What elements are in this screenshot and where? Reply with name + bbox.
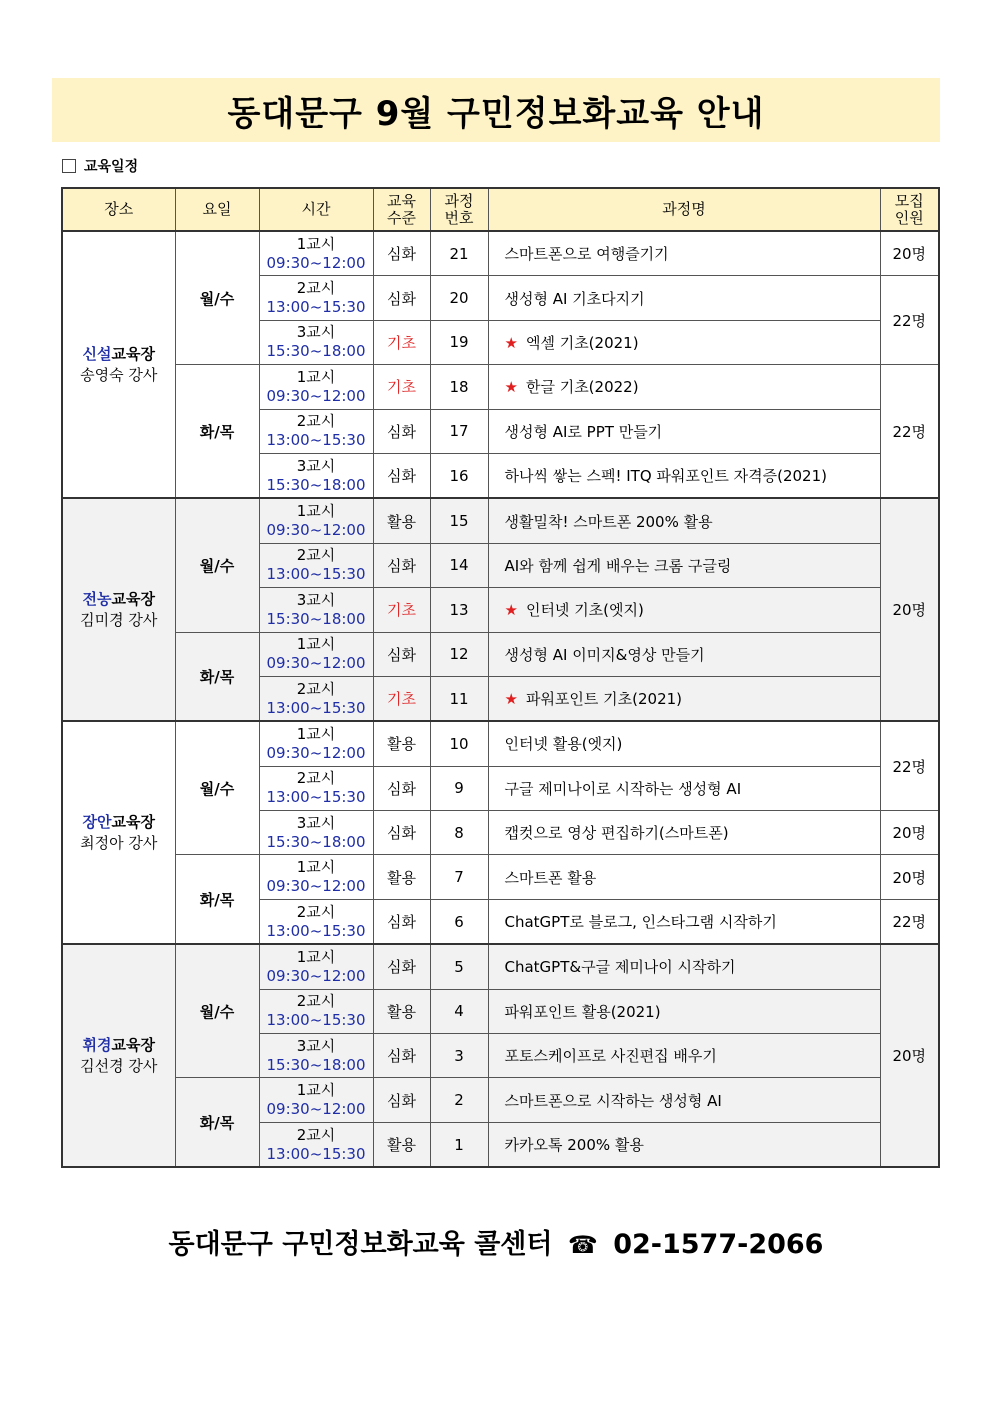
course-name: 파워포인트 활용(2021) <box>504 1002 661 1021</box>
table-row <box>62 231 939 276</box>
level-cell: 심화 <box>373 899 430 944</box>
section-heading <box>62 156 138 176</box>
course-name-cell <box>488 721 880 766</box>
time-cell <box>259 453 373 498</box>
capacity-cell: 20명 <box>880 944 939 1167</box>
time-cell <box>259 276 373 320</box>
level-cell: 기초 <box>373 588 430 632</box>
time-cell <box>259 231 373 276</box>
teacher-name: 김미경 강사 <box>80 610 158 629</box>
place-suffix: 교육장 <box>111 589 155 608</box>
day-cell: 화/목 <box>175 1078 259 1167</box>
time-range: 09:30~12:00 <box>266 521 366 540</box>
level-cell: 활용 <box>373 989 430 1033</box>
course-no-cell: 20 <box>430 276 488 320</box>
period-label: 3교시 <box>296 1036 336 1055</box>
course-name: 캡컷으로 영상 편집하기(스마트폰) <box>504 824 729 843</box>
place-group <box>62 498 939 721</box>
course-name: 스마트폰으로 시작하는 생성형 AI <box>504 1091 722 1110</box>
course-no-cell: 3 <box>430 1034 488 1078</box>
table-row <box>62 632 939 676</box>
time-range: 09:30~12:00 <box>266 386 366 405</box>
footer-text: 동대문구 구민정보화교육 콜센터 <box>168 1229 553 1260</box>
period-label: 2교시 <box>296 902 336 921</box>
course-no-cell: 18 <box>430 365 488 409</box>
table-row <box>62 365 939 409</box>
course-no-cell: 6 <box>430 899 488 944</box>
header-level-l2: 수준 <box>387 208 416 227</box>
course-name-cell <box>488 588 880 632</box>
time-cell <box>259 944 373 989</box>
day-cell: 화/목 <box>175 632 259 721</box>
course-no-cell: 11 <box>430 676 488 721</box>
time-cell <box>259 1034 373 1078</box>
time-range: 13:00~15:30 <box>266 698 366 717</box>
place-name: 전농 <box>82 589 112 608</box>
place-name: 장안 <box>82 812 112 831</box>
course-name-cell <box>488 231 880 276</box>
course-no-cell: 13 <box>430 588 488 632</box>
place-cell <box>62 231 175 498</box>
title-banner <box>52 78 940 142</box>
course-no-cell: 14 <box>430 543 488 587</box>
course-name-cell <box>488 632 880 676</box>
period-label: 1교시 <box>296 367 336 386</box>
level-cell: 활용 <box>373 1122 430 1167</box>
time-range: 13:00~15:30 <box>266 1011 366 1030</box>
time-range: 13:00~15:30 <box>266 565 366 584</box>
course-name: 인터넷 활용(엣지) <box>504 735 623 754</box>
course-name-cell <box>488 543 880 587</box>
time-range: 09:30~12:00 <box>266 1100 366 1119</box>
header-day: 요일 <box>175 188 259 231</box>
period-label: 1교시 <box>296 234 336 253</box>
period-label: 2교시 <box>296 769 336 788</box>
course-name-cell <box>488 320 880 364</box>
section-label: 교육일정 <box>84 159 139 175</box>
course-name-cell <box>488 365 880 409</box>
checkbox-icon <box>62 159 76 173</box>
time-cell <box>259 632 373 676</box>
course-name: AI와 함께 쉽게 배우는 크롬 구글링 <box>504 556 732 575</box>
course-name-cell <box>488 989 880 1033</box>
phone-icon: ☎ <box>567 1231 598 1259</box>
table-row <box>62 1078 939 1122</box>
course-name: 파워포인트 기초(2021) <box>525 690 683 709</box>
level-cell: 심화 <box>373 811 430 855</box>
star-icon: ★ <box>504 378 518 397</box>
course-name-cell <box>488 944 880 989</box>
level-cell: 심화 <box>373 944 430 989</box>
course-no-cell: 15 <box>430 498 488 543</box>
header-no-l1: 과정 <box>444 191 474 210</box>
table-row <box>62 855 939 899</box>
course-no-cell: 10 <box>430 721 488 766</box>
level-cell: 심화 <box>373 1034 430 1078</box>
teacher-name: 최정아 강사 <box>80 833 158 852</box>
course-name: 한글 기초(2022) <box>525 378 639 397</box>
time-range: 09:30~12:00 <box>266 877 366 896</box>
course-name-cell <box>488 1078 880 1122</box>
day-cell: 월/수 <box>175 721 259 855</box>
period-label: 3교시 <box>296 590 336 609</box>
course-name: 구글 제미나이로 시작하는 생성형 AI <box>504 779 742 798</box>
page-title: 동대문구 9월 구민정보화교육 안내 <box>227 93 765 134</box>
capacity-cell: 22명 <box>880 365 939 499</box>
table-row <box>62 944 939 989</box>
course-name: 인터넷 기초(엣지) <box>525 601 644 620</box>
time-range: 13:00~15:30 <box>266 298 366 317</box>
period-label: 3교시 <box>296 456 336 475</box>
footer-phone: 02-1577-2066 <box>613 1229 824 1260</box>
schedule-table <box>61 187 940 1168</box>
time-cell <box>259 498 373 543</box>
course-no-cell: 1 <box>430 1122 488 1167</box>
capacity-cell: 22명 <box>880 721 939 810</box>
period-label: 1교시 <box>296 1081 336 1100</box>
period-label: 3교시 <box>296 323 336 342</box>
course-name-cell <box>488 453 880 498</box>
period-label: 2교시 <box>296 992 336 1011</box>
header-level-l1: 교육 <box>387 191 416 210</box>
time-cell <box>259 766 373 810</box>
level-cell: 기초 <box>373 365 430 409</box>
course-no-cell: 2 <box>430 1078 488 1122</box>
time-cell <box>259 811 373 855</box>
period-label: 2교시 <box>296 679 336 698</box>
course-no-cell: 17 <box>430 409 488 453</box>
course-name: 엑셀 기초(2021) <box>525 333 639 352</box>
course-no-cell: 9 <box>430 766 488 810</box>
course-no-cell: 8 <box>430 811 488 855</box>
capacity-cell: 20명 <box>880 811 939 855</box>
level-cell: 심화 <box>373 766 430 810</box>
level-cell: 활용 <box>373 855 430 899</box>
table-row <box>62 721 939 766</box>
day-cell: 월/수 <box>175 231 259 365</box>
course-name: 생성형 AI로 PPT 만들기 <box>504 422 663 441</box>
period-label: 1교시 <box>296 502 336 521</box>
course-name-cell <box>488 855 880 899</box>
header-course-name: 과정명 <box>488 188 880 231</box>
teacher-name: 김선경 강사 <box>80 1056 158 1075</box>
day-cell: 월/수 <box>175 944 259 1078</box>
level-cell: 심화 <box>373 231 430 276</box>
time-cell <box>259 855 373 899</box>
period-label: 2교시 <box>296 1125 336 1144</box>
level-cell: 기초 <box>373 676 430 721</box>
time-cell <box>259 989 373 1033</box>
course-name-cell <box>488 1034 880 1078</box>
course-no-cell: 16 <box>430 453 488 498</box>
capacity-cell: 22명 <box>880 276 939 365</box>
star-icon: ★ <box>504 333 518 352</box>
period-label: 1교시 <box>296 947 336 966</box>
course-name: ChatGPT로 블로그, 인스타그램 시작하기 <box>504 913 777 932</box>
level-cell: 기초 <box>373 320 430 364</box>
time-range: 15:30~18:00 <box>266 1055 366 1074</box>
level-cell: 심화 <box>373 1078 430 1122</box>
level-cell: 심화 <box>373 543 430 587</box>
place-name: 신설 <box>82 344 112 363</box>
header-level <box>373 188 430 231</box>
course-name-cell <box>488 766 880 810</box>
level-cell: 활용 <box>373 498 430 543</box>
course-no-cell: 21 <box>430 231 488 276</box>
time-cell <box>259 676 373 721</box>
time-range: 15:30~18:00 <box>266 475 366 494</box>
place-cell <box>62 721 175 944</box>
header-cap-l1: 모집 <box>894 191 924 210</box>
time-cell <box>259 588 373 632</box>
time-range: 09:30~12:00 <box>266 654 366 673</box>
teacher-name: 송영숙 강사 <box>80 365 158 384</box>
time-cell <box>259 1078 373 1122</box>
course-name-cell <box>488 899 880 944</box>
header-course-no <box>430 188 488 231</box>
course-name: 생성형 AI 이미지&영상 만들기 <box>504 645 705 664</box>
time-cell <box>259 1122 373 1167</box>
course-name-cell <box>488 1122 880 1167</box>
place-group <box>62 944 939 1167</box>
period-label: 2교시 <box>296 546 336 565</box>
time-range: 13:00~15:30 <box>266 1144 366 1163</box>
time-range: 13:00~15:30 <box>266 788 366 807</box>
course-no-cell: 7 <box>430 855 488 899</box>
capacity-cell: 22명 <box>880 899 939 944</box>
period-label: 3교시 <box>296 813 336 832</box>
period-label: 1교시 <box>296 635 336 654</box>
header-place: 장소 <box>62 188 175 231</box>
level-cell: 활용 <box>373 721 430 766</box>
period-label: 1교시 <box>296 724 336 743</box>
place-suffix: 교육장 <box>111 344 155 363</box>
header-cap-l2: 인원 <box>894 208 924 227</box>
course-no-cell: 5 <box>430 944 488 989</box>
header-time: 시간 <box>259 188 373 231</box>
level-cell: 심화 <box>373 632 430 676</box>
time-cell <box>259 899 373 944</box>
place-group <box>62 231 939 498</box>
header-capacity <box>880 188 939 231</box>
level-cell: 심화 <box>373 276 430 320</box>
place-suffix: 교육장 <box>111 1035 155 1054</box>
time-cell <box>259 365 373 409</box>
time-range: 13:00~15:30 <box>266 431 366 450</box>
time-range: 15:30~18:00 <box>266 832 366 851</box>
footer-callcenter <box>0 1222 992 1261</box>
level-cell: 심화 <box>373 409 430 453</box>
header-no-l2: 번호 <box>444 208 474 227</box>
place-cell <box>62 498 175 721</box>
time-range: 15:30~18:00 <box>266 609 366 628</box>
course-no-cell: 4 <box>430 989 488 1033</box>
header-row <box>62 188 939 231</box>
place-group <box>62 721 939 944</box>
course-name-cell <box>488 676 880 721</box>
course-name-cell <box>488 498 880 543</box>
course-no-cell: 19 <box>430 320 488 364</box>
course-no-cell: 12 <box>430 632 488 676</box>
time-range: 13:00~15:30 <box>266 921 366 940</box>
time-cell <box>259 320 373 364</box>
course-name: 포토스케이프로 사진편집 배우기 <box>504 1047 717 1066</box>
level-cell: 심화 <box>373 453 430 498</box>
course-name: 스마트폰으로 여행즐기기 <box>504 245 669 264</box>
period-label: 2교시 <box>296 412 336 431</box>
place-name: 휘경 <box>82 1035 112 1054</box>
time-range: 09:30~12:00 <box>266 966 366 985</box>
time-cell <box>259 543 373 587</box>
course-name: 생활밀착! 스마트폰 200% 활용 <box>504 512 713 531</box>
place-suffix: 교육장 <box>111 812 155 831</box>
place-cell <box>62 944 175 1167</box>
table-row <box>62 498 939 543</box>
day-cell: 월/수 <box>175 498 259 632</box>
course-name-cell <box>488 409 880 453</box>
course-name: ChatGPT&구글 제미나이 시작하기 <box>504 958 736 977</box>
course-name-cell <box>488 811 880 855</box>
time-range: 15:30~18:00 <box>266 342 366 361</box>
period-label: 2교시 <box>296 279 336 298</box>
course-name-cell <box>488 276 880 320</box>
day-cell: 화/목 <box>175 365 259 499</box>
time-range: 09:30~12:00 <box>266 253 366 272</box>
time-cell <box>259 409 373 453</box>
time-cell <box>259 721 373 766</box>
course-name: 카카오톡 200% 활용 <box>504 1136 644 1154</box>
period-label: 1교시 <box>296 858 336 877</box>
capacity-cell: 20명 <box>880 855 939 899</box>
time-range: 09:30~12:00 <box>266 743 366 762</box>
course-name: 생성형 AI 기초다지기 <box>504 289 645 308</box>
capacity-cell: 20명 <box>880 498 939 721</box>
course-name: 스마트폰 활용 <box>504 868 597 887</box>
day-cell: 화/목 <box>175 855 259 944</box>
capacity-cell: 20명 <box>880 231 939 276</box>
star-icon: ★ <box>504 601 518 620</box>
course-name: 하나씩 쌓는 스펙! ITQ 파워포인트 자격증(2021) <box>504 467 827 486</box>
star-icon: ★ <box>504 690 518 709</box>
